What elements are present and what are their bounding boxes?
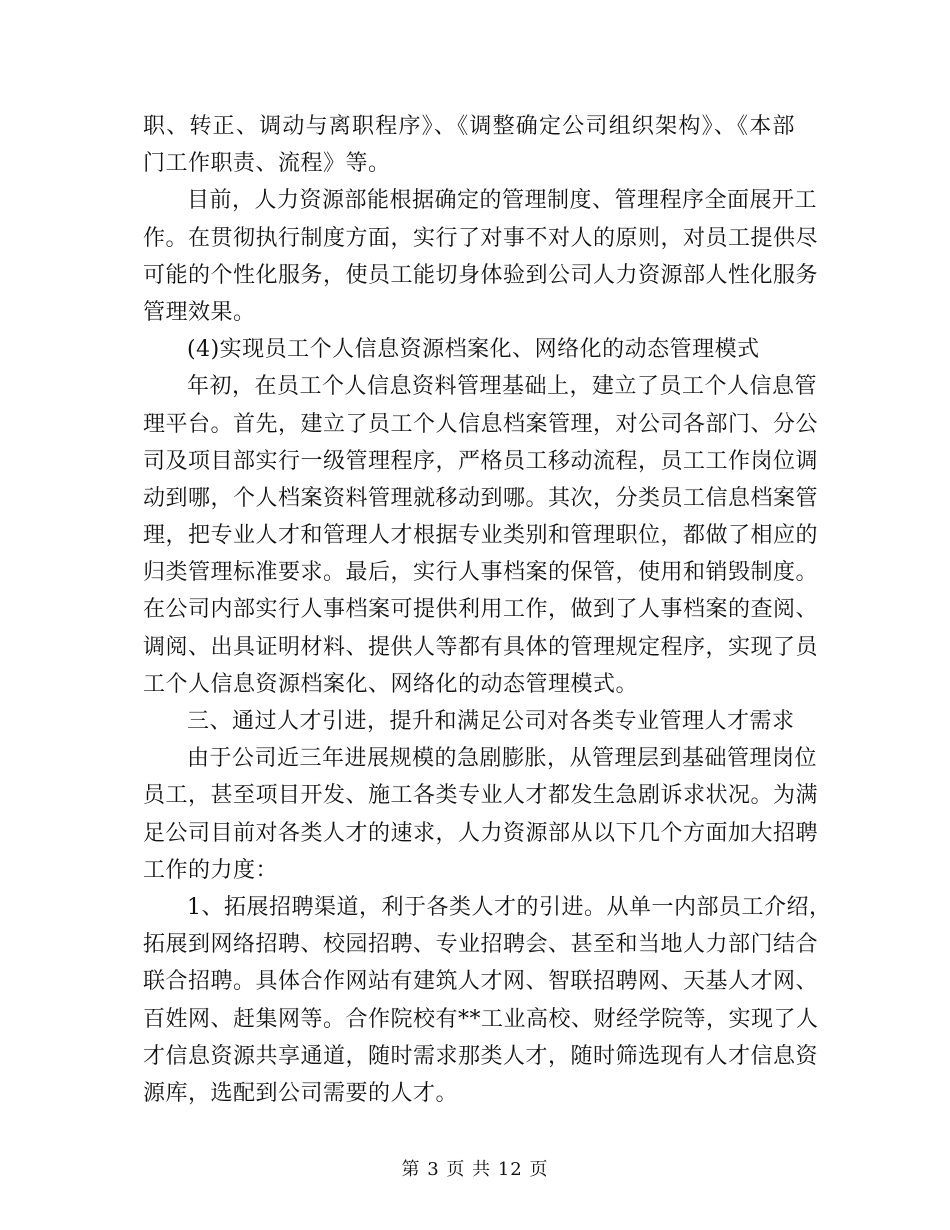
text-line: 拓展到网络招聘、校园招聘、专业招聘会、甚至和当地人力部门结合 (143, 932, 819, 958)
page-footer (0, 1155, 950, 1181)
page-number-label: 第 3 页 共 12 页 (401, 1159, 549, 1180)
paragraph-p5 (143, 703, 795, 740)
text-line: 才信息资源共享通道，随时需求那类人才，随时筛选现有人才信息资 (143, 1043, 819, 1069)
text-line: 足公司目前对各类人才的速求，人力资源部从以下几个方面加大招聘 (143, 820, 819, 846)
text-line: 管理效果。 (143, 299, 256, 325)
text-line: 归类管理标准要求。最后，实行人事档案的保管，使用和销毁制度。 (143, 560, 819, 586)
paragraph-p1 (143, 108, 795, 182)
text-line: 作。在贯彻执行制度方面，实行了对事不对人的原则，对员工提供尽 (143, 225, 819, 251)
paragraph-p3 (143, 331, 795, 368)
paragraph-p4 (143, 368, 819, 703)
text-line: 在公司内部实行人事档案可提供利用工作，做到了人事档案的查阅、 (143, 597, 819, 623)
text-line: 职、转正、调动与离职程序》、《调整确定公司组织架构》、《本部 (143, 114, 795, 139)
text-line: 百姓网、赶集网等。合作院校有**工业高校、财经学院等，实现了人 (143, 1006, 819, 1032)
paragraph-p2 (143, 182, 819, 331)
text-line: (4)实现员工个人信息资源档案化、网络化的动态管理模式 (187, 337, 760, 363)
text-line: 联合招聘。具体合作网站有建筑人才网、智联招聘网、天基人才网、 (143, 969, 819, 995)
paragraph-p7 (143, 889, 832, 1112)
text-line: 年初，在员工个人信息资料管理基础上，建立了员工个人信息管 (187, 374, 818, 400)
text-line: 动到哪，个人档案资料管理就移动到哪。其次，分类员工信息档案管 (143, 485, 819, 511)
text-line: 司及项目部实行一级管理程序，严格员工移动流程，员工工作岗位调 (143, 448, 819, 474)
text-line: 理，把专业人才和管理人才根据专业类别和管理职位，都做了相应的 (143, 523, 819, 549)
text-line: 1、拓展招聘渠道，利于各类人才的引进。从单一内部员工介绍， (187, 894, 832, 920)
text-line: 员工，甚至项目开发、施工各类专业人才都发生急剧诉求状况。为满 (143, 783, 819, 809)
text-line: 工作的力度： (143, 857, 279, 883)
text-line: 源库，选配到公司需要的人才。 (143, 1080, 459, 1106)
text-line: 理平台。首先，建立了员工个人信息档案管理，对公司各部门、分公 (143, 411, 819, 437)
text-line: 由于公司近三年进展规模的急剧膨胀，从管理层到基础管理岗位 (187, 746, 818, 772)
text-line: 三、通过人才引进，提升和满足公司对各类专业管理人才需求 (187, 709, 795, 734)
paragraph-p6 (143, 740, 819, 889)
text-line: 门工作职责、流程》等。 (143, 151, 391, 177)
text-line: 工个人信息资源档案化、网络化的动态管理模式。 (143, 671, 639, 697)
text-line: 调阅、出具证明材料、提供人等都有具体的管理规定程序，实现了员 (143, 634, 819, 660)
text-line: 目前，人力资源部能根据确定的管理制度、管理程序全面展开工 (187, 188, 818, 214)
text-line: 可能的个性化服务，使员工能切身体验到公司人力资源部人性化服务 (143, 262, 819, 288)
document-body (143, 108, 832, 1112)
